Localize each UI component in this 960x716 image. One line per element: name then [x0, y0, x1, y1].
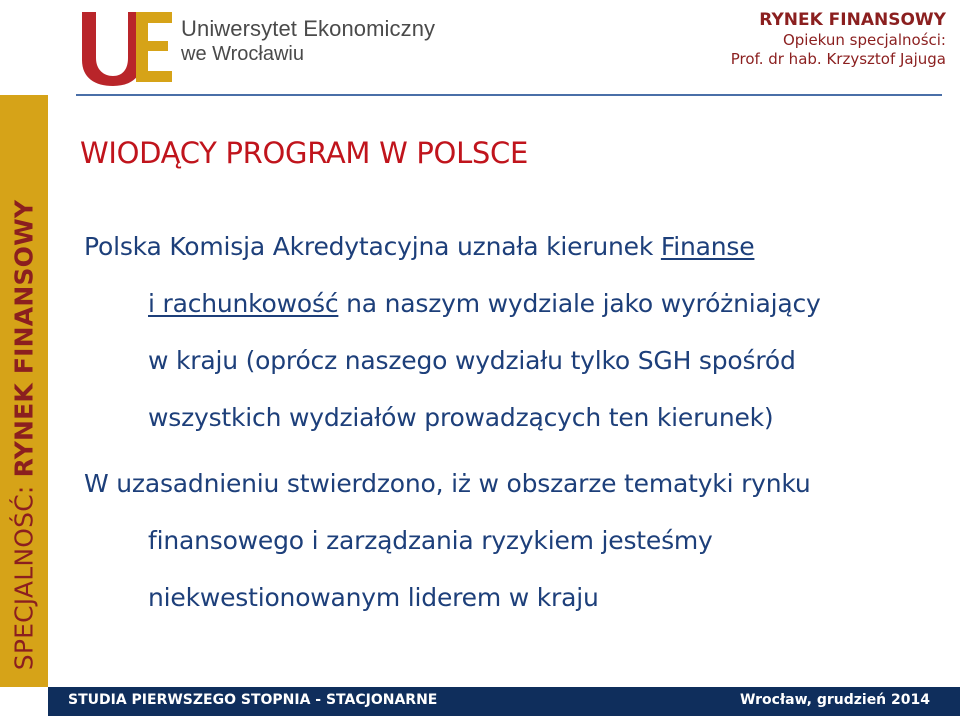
- header-divider: [76, 94, 942, 96]
- paragraph-2-line-2: finansowego i zarządzania ryzykiem jesteśmy: [148, 526, 713, 555]
- side-band: [0, 95, 48, 687]
- footer-date: Wrocław, grudzień 2014: [739, 692, 930, 708]
- specialty-header: [731, 10, 946, 69]
- university-name-line2: we Wrocławiu: [181, 43, 304, 65]
- p1-line2-text: na naszym wydziale jako wyróżniający: [338, 289, 821, 318]
- side-band-name: RYNEK FINANSOWY: [9, 199, 39, 478]
- university-logo: [80, 6, 452, 88]
- ue-logo-mark-icon: [80, 8, 175, 86]
- paragraph-2-line-3: niekwestionowanym liderem w kraju: [148, 583, 599, 612]
- p1-underlined-finanse: Finanse: [660, 232, 755, 261]
- footer-program: STUDIA PIERWSZEGO STOPNIA - STACJONARNE: [68, 692, 438, 708]
- advisor-label: Opiekun specjalności:: [782, 31, 946, 50]
- p1-underlined-rachunkowosc: i rachunkowość: [148, 289, 339, 318]
- paragraph-1-line-2: [148, 289, 821, 318]
- university-name-line1: Uniwersytet Ekonomiczny: [181, 16, 436, 41]
- specialty-title: RYNEK FINANSOWY: [759, 10, 946, 30]
- paragraph-1-line-1: [84, 232, 754, 261]
- paragraph-2-line-1: W uzasadnieniu stwierdzono, iż w obszarze tematyki rynku: [84, 469, 811, 498]
- slide-title: WIODĄCY PROGRAM W POLSCE: [80, 136, 529, 170]
- paragraph-1-line-4: wszystkich wydziałów prowadzących ten kierunek): [148, 403, 774, 432]
- paragraph-1-line-3: w kraju (oprócz naszego wydziału tylko SGH spośród: [148, 346, 796, 375]
- side-band-text: [10, 200, 39, 670]
- advisor-name: Prof. dr hab. Krzysztof Jajuga: [730, 50, 946, 68]
- university-name: [181, 18, 435, 64]
- side-band-prefix: SPECJALNOŚĆ:: [9, 485, 39, 671]
- footer-bar: [48, 687, 960, 716]
- p1-line1-text: Polska Komisja Akredytacyjna uznała kierunek: [84, 232, 661, 261]
